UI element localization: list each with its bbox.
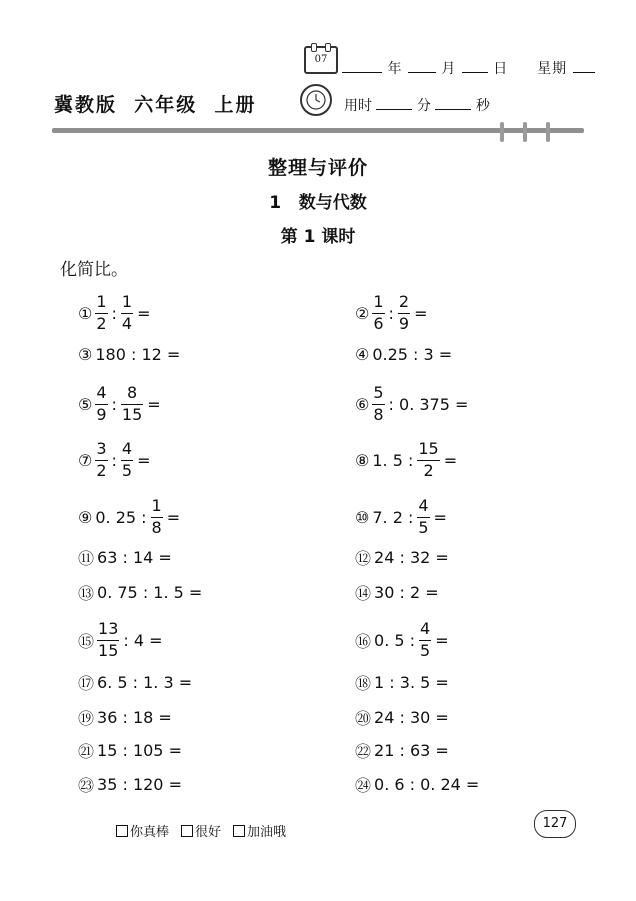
- problem-item: [78, 578, 204, 606]
- problem-number: ⑧: [355, 450, 370, 470]
- expression-text: 15 : 105 =: [97, 740, 182, 760]
- problem-item: [78, 384, 163, 424]
- problem-number: ⑫: [355, 548, 372, 568]
- problem-item: [78, 668, 194, 696]
- numerator: 15: [418, 439, 439, 458]
- problem-item: [78, 497, 182, 537]
- week-label: 星期: [537, 61, 568, 77]
- expression-text: 24 : 30 =: [374, 707, 449, 727]
- expression-text: 24 : 32 =: [374, 547, 449, 567]
- problem-number: ⑯: [355, 631, 372, 651]
- day-blank[interactable]: [462, 58, 488, 73]
- fraction: [372, 385, 384, 423]
- problem-item: [355, 620, 451, 660]
- expression-text: 21 : 63 =: [374, 740, 449, 760]
- fraction: [95, 441, 107, 479]
- problem-number: ⑭: [355, 583, 372, 603]
- problem-number: ⑮: [78, 631, 95, 651]
- denominator: 8: [151, 518, 162, 537]
- expression-text: 0.25 : 3 =: [372, 344, 453, 364]
- expression-text: : 0. 375 =: [388, 394, 469, 414]
- month-blank[interactable]: [408, 58, 436, 73]
- fraction: [417, 498, 429, 536]
- denominator: 8: [373, 405, 384, 424]
- second-blank[interactable]: [435, 95, 471, 110]
- expression-text: 30 : 2 =: [374, 582, 439, 602]
- calendar-day: 07: [314, 54, 328, 65]
- expression-text: 0. 5 :: [374, 630, 416, 650]
- expression-text: 1 : 3. 5 =: [374, 672, 449, 692]
- problem-item: [78, 543, 174, 571]
- expression-text: 63 : 14 =: [97, 547, 172, 567]
- divider-tick: [500, 122, 504, 142]
- fraction: [151, 498, 163, 536]
- problem-number: ㉒: [355, 741, 372, 761]
- denominator: 15: [98, 641, 119, 660]
- expression-text: =: [137, 450, 151, 470]
- expression-text: :: [111, 394, 117, 414]
- expression-text: =: [435, 630, 449, 650]
- minute-label: 分: [416, 98, 431, 114]
- fraction: [417, 441, 439, 479]
- textbook-brand: 冀教版 六年级 上册: [54, 94, 257, 116]
- divider-tick: [523, 122, 527, 142]
- fraction: [398, 294, 410, 332]
- denominator: 9: [398, 314, 410, 333]
- expression-text: =: [443, 450, 458, 470]
- page-number: 127: [534, 810, 576, 838]
- denominator: 4: [121, 314, 133, 333]
- numerator: 1: [96, 292, 107, 311]
- numerator: 1: [373, 292, 384, 311]
- problem-number: ⑪: [78, 548, 95, 568]
- numerator: 4: [121, 439, 133, 458]
- expression-text: :: [388, 303, 394, 323]
- year-blank[interactable]: [342, 58, 382, 73]
- problem-item: [355, 703, 451, 731]
- problem-item: [78, 770, 184, 798]
- checkbox[interactable]: [233, 825, 245, 837]
- problem-item: [355, 384, 470, 424]
- problem-item: [78, 736, 184, 764]
- day-label: 日: [493, 61, 509, 77]
- rating-option-great[interactable]: 你真棒: [116, 821, 169, 840]
- fraction: [121, 294, 133, 332]
- problem-item: [355, 497, 449, 537]
- problem-number: ②: [355, 303, 370, 323]
- problem-item: [355, 340, 454, 368]
- problem-number: ㉔: [355, 775, 372, 795]
- problem-number: ⑤: [78, 394, 93, 414]
- problem-number: ⑥: [355, 394, 370, 414]
- expression-text: 1. 5 :: [372, 450, 414, 470]
- rating-option-good[interactable]: 很好: [181, 821, 221, 840]
- divider-tick: [546, 122, 550, 142]
- calendar-icon: [304, 46, 338, 74]
- calendar-ring: [311, 43, 317, 52]
- denominator: 6: [373, 314, 384, 333]
- problem-number: ③: [78, 344, 93, 364]
- second-label: 秒: [475, 98, 490, 114]
- numerator: 1: [151, 496, 162, 515]
- numerator: 13: [98, 619, 119, 638]
- problem-number: ⑬: [78, 583, 95, 603]
- expression-text: 180 : 12 =: [95, 344, 181, 364]
- denominator: 2: [96, 314, 107, 333]
- expression-text: :: [111, 303, 117, 323]
- problem-item: [78, 293, 153, 333]
- numerator: 4: [418, 496, 429, 515]
- time-used: [344, 95, 490, 115]
- numerator: 1: [121, 292, 133, 311]
- problem-item: [355, 668, 451, 696]
- self-evaluation: [116, 821, 286, 840]
- month-label: 月: [441, 61, 457, 77]
- problem-item: [355, 770, 481, 798]
- instruction: 化简比。: [60, 260, 128, 280]
- clock-icon: [300, 84, 332, 116]
- numerator: 8: [127, 383, 138, 402]
- numerator: 4: [96, 383, 107, 402]
- lesson-title: 第 1 课时: [280, 227, 356, 247]
- problem-item: [78, 440, 153, 480]
- problem-number: ⑩: [355, 507, 370, 527]
- problem-number: ⑨: [78, 507, 93, 527]
- year-label: 年: [387, 61, 403, 77]
- problem-number: ㉑: [78, 741, 95, 761]
- denominator: 15: [121, 405, 143, 424]
- expression-text: =: [433, 507, 447, 527]
- expression-text: =: [137, 303, 151, 323]
- denominator: 5: [121, 461, 133, 480]
- numerator: 3: [96, 439, 107, 458]
- section-title: 整理与评价: [267, 157, 368, 179]
- denominator: 5: [420, 641, 431, 660]
- problem-number: ⑰: [78, 673, 95, 693]
- numerator: 2: [398, 292, 410, 311]
- problem-item: [355, 736, 451, 764]
- calendar-ring: [325, 43, 331, 52]
- rating-option-keep-going[interactable]: 加油哦: [233, 821, 286, 840]
- denominator: 9: [96, 405, 107, 424]
- minute-blank[interactable]: [376, 95, 412, 110]
- denominator: 2: [423, 461, 434, 480]
- problem-number: ㉓: [78, 775, 95, 795]
- problem-item: [78, 703, 174, 731]
- fraction: [97, 621, 119, 659]
- expression-text: =: [166, 507, 181, 527]
- problem-item: [355, 578, 441, 606]
- week-blank[interactable]: [573, 58, 595, 73]
- fraction: [372, 294, 384, 332]
- fraction: [95, 294, 107, 332]
- checkbox[interactable]: [181, 825, 193, 837]
- expression-text: 36 : 18 =: [97, 707, 172, 727]
- numerator: 4: [420, 619, 431, 638]
- problem-item: [355, 293, 430, 333]
- topic-title: 1 数与代数: [269, 193, 367, 213]
- problem-number: ①: [78, 303, 93, 323]
- denominator: 5: [418, 518, 429, 537]
- fraction: [95, 385, 107, 423]
- expression-text: 7. 2 :: [372, 507, 414, 527]
- fraction: [419, 621, 431, 659]
- expression-text: 0. 75 : 1. 5 =: [97, 582, 203, 602]
- expression-text: =: [414, 303, 428, 323]
- expression-text: : 4 =: [123, 630, 163, 650]
- checkbox[interactable]: [116, 825, 128, 837]
- problem-item: [78, 620, 165, 660]
- problem-number: ⑲: [78, 708, 95, 728]
- date-line: [342, 58, 595, 78]
- fraction: [121, 441, 133, 479]
- expression-text: 6. 5 : 1. 3 =: [97, 672, 193, 692]
- problem-item: [355, 440, 459, 480]
- denominator: 2: [96, 461, 107, 480]
- numerator: 5: [373, 383, 384, 402]
- expression-text: 0. 6 : 0. 24 =: [374, 774, 480, 794]
- time-used-label: 用时: [344, 98, 372, 114]
- header-divider: [52, 128, 584, 133]
- problem-number: ⑦: [78, 450, 93, 470]
- expression-text: :: [111, 450, 117, 470]
- problem-item: [78, 340, 182, 368]
- problem-number: ⑳: [355, 708, 372, 728]
- problem-number: ⑱: [355, 673, 372, 693]
- expression-text: =: [147, 394, 161, 414]
- expression-text: 0. 25 :: [95, 507, 147, 527]
- problem-item: [355, 543, 451, 571]
- problem-number: ④: [355, 344, 370, 364]
- expression-text: 35 : 120 =: [97, 774, 182, 794]
- fraction: [121, 385, 143, 423]
